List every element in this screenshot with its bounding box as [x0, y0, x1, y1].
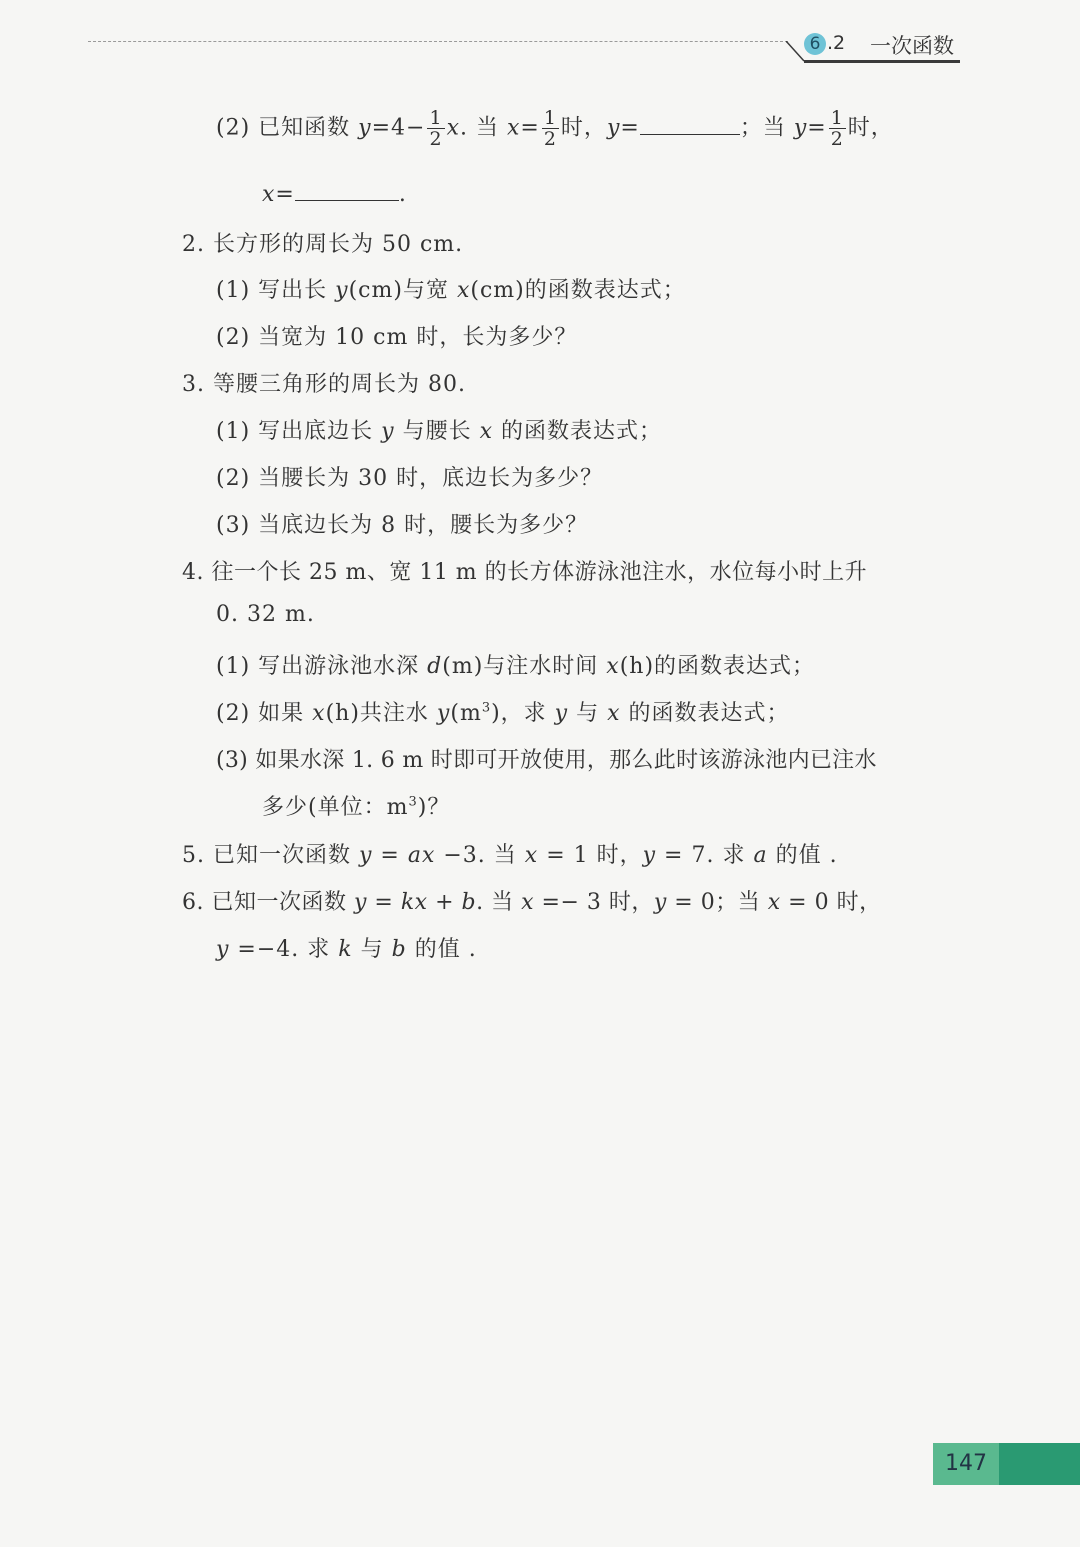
- problem-4-part-3: (3) 如果水深 1. 6 m 时即可开放使用，那么此时该游泳池内已注水: [216, 748, 877, 773]
- section-number-badge: 6: [804, 33, 826, 55]
- fraction-half: $\frac{1}{2}$: [429, 107, 443, 150]
- problem-2-part-2: (2) 当宽为 10 cm 时，长为多少？: [216, 325, 578, 350]
- answer-blank[interactable]: [640, 114, 740, 135]
- problem-2-part-1: (1) 写出长 y(cm)与宽 x(cm)的函数表达式；: [216, 278, 686, 303]
- page-header: [88, 28, 960, 68]
- problem-3-part-2: (2) 当腰长为 30 时，底边长为多少？: [216, 466, 604, 491]
- section-number-suffix: .2: [827, 32, 846, 54]
- problem-6-cont: y =−4. 求 k 与 b 的值 .: [216, 937, 477, 962]
- section-underline: [804, 60, 960, 63]
- header-rule-bend: [786, 41, 806, 63]
- problem-2: 2. 长方形的周长为 50 cm.: [182, 232, 464, 257]
- problem-4-part-1: (1) 写出游泳池水深 d(m)与注水时间 x(h)的函数表达式；: [216, 654, 816, 679]
- problem-4: 4. 往一个长 25 m、宽 11 m 的长方体游泳池注水，水位每小时上升: [182, 560, 868, 585]
- section-title: 一次函数: [870, 34, 954, 58]
- problem-5: 5. 已知一次函数 y = ax −3. 当 x = 1 时，y = 7. 求 a 的值 .: [182, 843, 838, 868]
- problem-3: 3. 等腰三角形的周长为 80.: [182, 372, 466, 397]
- page-number-bar: [999, 1443, 1080, 1485]
- problem-4-cont: 0. 32 m.: [216, 602, 315, 627]
- problem-1-part-2: (2) 已知函数 y=4− $\frac{1}{2}$ x. 当 x= $\frac{1}{2}$ 时，y= ；当 y= $\frac{1}{2}$ 时，: [216, 107, 894, 150]
- problem-6: 6. 已知一次函数 y = kx + b. 当 x =− 3 时，y = 0；当 x = 0 时，: [182, 890, 882, 915]
- problem-4-part-3-cont: 多少(单位：$m^3$)？: [262, 794, 451, 820]
- header-dashed-rule: [88, 41, 788, 42]
- fraction-half: $\frac{1}{2}$: [543, 107, 557, 150]
- problem-4-part-2: (2) 如果 x(h)共注水 $y(m^3)$，求 y 与 x 的函数表达式；: [216, 700, 790, 726]
- answer-blank[interactable]: [295, 180, 399, 201]
- problem-1-part-2-cont: x= .: [262, 182, 407, 207]
- problem-3-part-3: (3) 当底边长为 8 时，腰长为多少？: [216, 513, 589, 538]
- fraction-half: $\frac{1}{2}$: [830, 107, 844, 150]
- problem-3-part-1: (1) 写出底边长 y 与腰长 x 的函数表达式；: [216, 419, 663, 444]
- page-number: 147: [933, 1443, 999, 1485]
